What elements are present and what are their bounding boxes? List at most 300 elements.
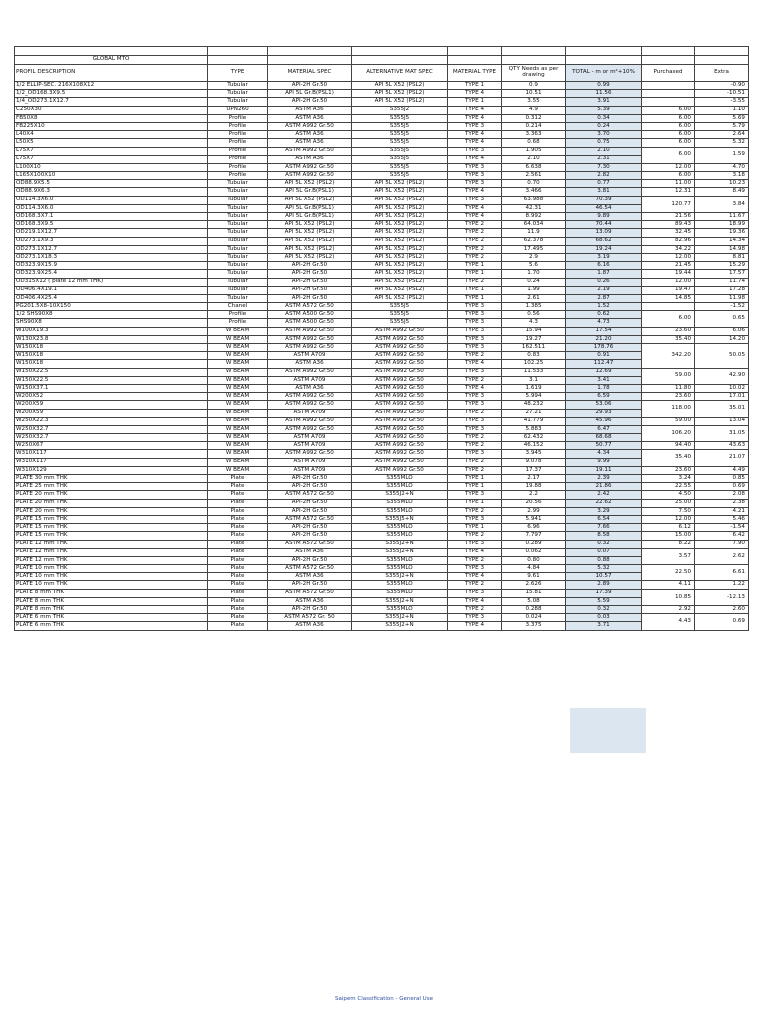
table-row: [15, 434, 749, 442]
cell-purchased: [642, 303, 695, 311]
cell-extra: 8.49: [695, 188, 749, 196]
table-row: [15, 294, 749, 302]
header-material-type: MATERIAL TYPE: [448, 65, 502, 82]
cell-material-spec: ASTM A992 Gr.50: [268, 425, 352, 433]
cell-total: 2.19: [566, 286, 642, 294]
cell-qty: 2.99: [502, 507, 566, 515]
cell-extra: 5.69: [695, 114, 749, 122]
cell-profil-description: PLATE 20 mm THK: [15, 499, 208, 507]
cell-purchased: [642, 82, 695, 90]
cell-extra: 2.64: [695, 131, 749, 139]
header-qty: QTY Needs as per drawing: [502, 65, 566, 82]
cell-total: 19.24: [566, 245, 642, 253]
table-row: [15, 499, 749, 507]
cell-material-type: TYPE 4: [448, 106, 502, 114]
cell-type: Plate: [208, 499, 268, 507]
table-row: [15, 409, 749, 417]
header-extra: Extra: [695, 65, 749, 82]
cell-extra: 0.69: [695, 483, 749, 491]
table-row: [15, 131, 749, 139]
header-row: [15, 65, 749, 82]
cell-total: 22.62: [566, 499, 642, 507]
cell-profil-description: 1/2 SHS90X8: [15, 311, 208, 319]
cell-extra: -3.55: [695, 98, 749, 106]
cell-purchased: 4.43: [642, 614, 695, 630]
table-row: [15, 581, 749, 589]
cell-purchased: 34.22: [642, 245, 695, 253]
cell-type: W BEAM: [208, 384, 268, 392]
cell-qty: 5.6: [502, 262, 566, 270]
table-row: [15, 532, 749, 540]
cell-extra: 3.84: [695, 196, 749, 212]
cell-profil-description: FB50X8: [15, 114, 208, 122]
cell-alt-mat-spec: API 5L X52 (PSL2): [352, 213, 448, 221]
cell-alt-mat-spec: S355MLO: [352, 483, 448, 491]
table-row: [15, 180, 749, 188]
table-row: [15, 229, 749, 237]
cell-qty: 62.378: [502, 237, 566, 245]
cell-type: Tubular: [208, 245, 268, 253]
cell-material-type: TYPE 2: [448, 507, 502, 515]
cell-material-spec: ASTM A572 Gr.50: [268, 565, 352, 573]
table-row: [15, 384, 749, 392]
cell-type: Plate: [208, 524, 268, 532]
cell-profil-description: OD88.9X5.5: [15, 180, 208, 188]
header-material-spec: MATERIAL SPEC: [268, 65, 352, 82]
cell-qty: 7.797: [502, 532, 566, 540]
cell-material-spec: ASTM A709: [268, 434, 352, 442]
cell-profil-description: PLATE 8 mm THK: [15, 589, 208, 597]
cell-profil-description: PLATE 15 mm THK: [15, 532, 208, 540]
cell-material-type: TYPE 4: [448, 597, 502, 605]
cell-extra: 2.38: [695, 499, 749, 507]
cell-purchased: 21.45: [642, 262, 695, 270]
cell-qty: 0.289: [502, 540, 566, 548]
cell-alt-mat-spec: S355J5: [352, 114, 448, 122]
cell-type: Profile: [208, 122, 268, 130]
cell-total: 10.57: [566, 573, 642, 581]
cell-extra: 35.01: [695, 401, 749, 417]
cell-material-spec: API-2H Gr.50: [268, 278, 352, 286]
cell-profil-description: L40X4: [15, 131, 208, 139]
table-row: [15, 335, 749, 343]
cell-alt-mat-spec: ASTM A992 Gr.50: [352, 458, 448, 466]
cell-qty: 27.21: [502, 409, 566, 417]
table-row: [15, 466, 749, 474]
cell-qty: 3.1: [502, 376, 566, 384]
cell-purchased: 6.00: [642, 147, 695, 163]
cell-total: 0.26: [566, 278, 642, 286]
cell-type: Tubular: [208, 213, 268, 221]
cell-profil-description: PLATE 10 mm THK: [15, 565, 208, 573]
cell-total: 0.62: [566, 311, 642, 319]
cell-purchased: 32.45: [642, 229, 695, 237]
cell-extra: -0.90: [695, 82, 749, 90]
cell-profil-description: OD406.4X19.1: [15, 286, 208, 294]
cell-extra: 2.62: [695, 548, 749, 564]
global-mto-table: [14, 46, 749, 631]
cell-purchased: 106.20: [642, 425, 695, 441]
cell-extra: 31.05: [695, 425, 749, 441]
cell-alt-mat-spec: ASTM A992 Gr.50: [352, 384, 448, 392]
cell-qty: 9.078: [502, 458, 566, 466]
cell-material-type: TYPE 3: [448, 589, 502, 597]
cell-material-type: TYPE 1: [448, 262, 502, 270]
cell-type: Profile: [208, 139, 268, 147]
table-title: GLOBAL MTO: [15, 56, 208, 65]
cell-material-spec: API 5L Gr.B(PSL1): [268, 188, 352, 196]
cell-total: 45.96: [566, 417, 642, 425]
cell-purchased: 22.50: [642, 565, 695, 581]
cell-profil-description: W150X22.5: [15, 368, 208, 376]
cell-material-spec: ASTM A992 Gr.50: [268, 122, 352, 130]
cell-profil-description: W200X59: [15, 401, 208, 409]
cell-total: 4.34: [566, 450, 642, 458]
cell-alt-mat-spec: API 5L X52 (PSL2): [352, 278, 448, 286]
cell-purchased: 12.00: [642, 163, 695, 171]
cell-material-type: TYPE 3: [448, 196, 502, 204]
cell-alt-mat-spec: API 5L X52 (PSL2): [352, 253, 448, 261]
table-row: [15, 573, 749, 581]
cell-total: 2.87: [566, 294, 642, 302]
cell-material-type: TYPE 2: [448, 466, 502, 474]
cell-extra: 19.36: [695, 229, 749, 237]
cell-total: 21.86: [566, 483, 642, 491]
total-column-fill: [570, 708, 646, 753]
cell-material-type: TYPE 4: [448, 155, 502, 163]
cell-extra: 14.20: [695, 335, 749, 343]
cell-type: Tubular: [208, 294, 268, 302]
cell-alt-mat-spec: S355J2+N: [352, 540, 448, 548]
cell-qty: 17.495: [502, 245, 566, 253]
cell-total: 1.87: [566, 270, 642, 278]
table-row: [15, 442, 749, 450]
cell-material-type: TYPE 3: [448, 540, 502, 548]
cell-qty: 4.3: [502, 319, 566, 327]
cell-alt-mat-spec: S355MLO: [352, 565, 448, 573]
cell-qty: 0.80: [502, 556, 566, 564]
cell-profil-description: W310X117: [15, 450, 208, 458]
cell-profil-description: OD273.1X12.7: [15, 245, 208, 253]
cell-material-spec: ASTM A36: [268, 622, 352, 630]
cell-total: 68.68: [566, 434, 642, 442]
cell-material-type: TYPE 2: [448, 434, 502, 442]
cell-type: Plate: [208, 483, 268, 491]
cell-total: 178.76: [566, 344, 642, 352]
cell-type: W BEAM: [208, 401, 268, 409]
cell-purchased: 12.00: [642, 278, 695, 286]
table-row: [15, 622, 749, 630]
cell-total: 0.32: [566, 606, 642, 614]
cell-material-spec: ASTM A500 Gr.50: [268, 311, 352, 319]
cell-extra: 18.99: [695, 221, 749, 229]
cell-qty: 15.81: [502, 589, 566, 597]
cell-material-type: TYPE 2: [448, 245, 502, 253]
cell-extra: 15.29: [695, 262, 749, 270]
cell-material-spec: ASTM A709: [268, 409, 352, 417]
cell-material-spec: ASTM A992 Gr.50: [268, 393, 352, 401]
table-row: [15, 245, 749, 253]
cell-purchased: [642, 98, 695, 106]
cell-material-type: TYPE 3: [448, 180, 502, 188]
cell-profil-description: OD88.9X6.3: [15, 188, 208, 196]
cell-material-spec: API-2H Gr.50: [268, 286, 352, 294]
cell-qty: 3.375: [502, 622, 566, 630]
cell-extra: 0.85: [695, 475, 749, 483]
cell-profil-description: OD168.3X9.5: [15, 221, 208, 229]
cell-profil-description: PLATE 10 mm THK: [15, 573, 208, 581]
table-row: [15, 450, 749, 458]
cell-material-spec: ASTM A36: [268, 597, 352, 605]
cell-material-spec: ASTM A992 Gr.50: [268, 147, 352, 155]
cell-material-spec: API-2H Gr.50: [268, 532, 352, 540]
cell-material-spec: ASTM A500 Gr.50: [268, 319, 352, 327]
cell-type: Plate: [208, 540, 268, 548]
cell-total: 70.44: [566, 221, 642, 229]
cell-qty: 4.9: [502, 106, 566, 114]
table-row: [15, 327, 749, 335]
table-row: [15, 458, 749, 466]
cell-type: Plate: [208, 548, 268, 556]
cell-extra: 0.65: [695, 311, 749, 327]
cell-material-type: TYPE 4: [448, 548, 502, 556]
cell-profil-description: OD273.1X9.3: [15, 237, 208, 245]
cell-qty: 48.232: [502, 401, 566, 409]
cell-extra: 7.90: [695, 540, 749, 548]
cell-material-spec: API 5L Gr.B(PSL1): [268, 90, 352, 98]
cell-material-type: TYPE 2: [448, 237, 502, 245]
cell-total: 5.39: [566, 106, 642, 114]
cell-extra: 2.60: [695, 606, 749, 614]
cell-alt-mat-spec: ASTM A992 Gr.50: [352, 376, 448, 384]
table-row: [15, 311, 749, 319]
cell-profil-description: L100X10: [15, 163, 208, 171]
cell-purchased: 89.43: [642, 221, 695, 229]
cell-qty: 102.25: [502, 360, 566, 368]
cell-qty: 0.312: [502, 114, 566, 122]
cell-type: Tubular: [208, 286, 268, 294]
cell-extra: 14.98: [695, 245, 749, 253]
cell-alt-mat-spec: S355MLO: [352, 589, 448, 597]
cell-alt-mat-spec: ASTM A992 Gr.50: [352, 425, 448, 433]
cell-total: 3.41: [566, 376, 642, 384]
cell-qty: 2.10: [502, 155, 566, 163]
cell-total: 6.47: [566, 425, 642, 433]
cell-material-spec: API-2H Gr.50: [268, 270, 352, 278]
cell-alt-mat-spec: S355MLO: [352, 499, 448, 507]
cell-extra: 13.04: [695, 417, 749, 425]
cell-purchased: 21.56: [642, 213, 695, 221]
table-row: [15, 425, 749, 433]
cell-material-spec: API-2H Gr.50: [268, 524, 352, 532]
cell-total: 4.73: [566, 319, 642, 327]
cell-profil-description: PLATE 12 mm THK: [15, 556, 208, 564]
cell-extra: 14.34: [695, 237, 749, 245]
header-profil-description: PROFIL DESCRIPTION: [15, 65, 208, 82]
cell-type: Tubular: [208, 262, 268, 270]
cell-profil-description: FB225X10: [15, 122, 208, 130]
cell-total: 11.56: [566, 90, 642, 98]
cell-material-type: TYPE 2: [448, 442, 502, 450]
cell-type: Profile: [208, 147, 268, 155]
cell-profil-description: PLATE 12 mm THK: [15, 540, 208, 548]
cell-qty: 2.2: [502, 491, 566, 499]
cell-purchased: 6.00: [642, 122, 695, 130]
cell-type: W BEAM: [208, 368, 268, 376]
cell-type: W BEAM: [208, 434, 268, 442]
cell-profil-description: OD315X12 ( plate 12 mm THK): [15, 278, 208, 286]
cell-profil-description: OD406.4X25.4: [15, 294, 208, 302]
cell-total: 3.70: [566, 131, 642, 139]
cell-alt-mat-spec: S355J2+N: [352, 573, 448, 581]
cell-qty: 1.99: [502, 286, 566, 294]
cell-type: Profile: [208, 172, 268, 180]
cell-material-spec: API-2H Gr.50: [268, 262, 352, 270]
cell-type: Tubular: [208, 237, 268, 245]
table-row: [15, 606, 749, 614]
cell-material-spec: ASTM A36: [268, 548, 352, 556]
cell-type: Plate: [208, 532, 268, 540]
table-row: [15, 393, 749, 401]
cell-purchased: 23.60: [642, 327, 695, 335]
cell-qty: 2.9: [502, 253, 566, 261]
cell-material-type: TYPE 3: [448, 614, 502, 622]
cell-type: Plate: [208, 507, 268, 515]
cell-profil-description: L165X100X10: [15, 172, 208, 180]
cell-alt-mat-spec: S355MLO: [352, 475, 448, 483]
cell-material-spec: API-2H Gr.50: [268, 581, 352, 589]
cell-profil-description: OD168.3X7.1: [15, 213, 208, 221]
cell-material-type: TYPE 4: [448, 622, 502, 630]
cell-material-type: TYPE 4: [448, 384, 502, 392]
cell-material-type: TYPE 3: [448, 122, 502, 130]
table-row: [15, 262, 749, 270]
cell-profil-description: PLATE 15 mm THK: [15, 515, 208, 523]
cell-alt-mat-spec: API 5L X52 (PSL2): [352, 82, 448, 90]
cell-purchased: 23.60: [642, 466, 695, 474]
cell-material-spec: ASTM A36: [268, 131, 352, 139]
cell-material-type: TYPE 1: [448, 499, 502, 507]
cell-extra: 50.05: [695, 344, 749, 369]
cell-profil-description: PG201.5X8-10X150: [15, 303, 208, 311]
cell-material-spec: ASTM A572 Gr.50: [268, 303, 352, 311]
cell-material-type: TYPE 3: [448, 393, 502, 401]
cell-alt-mat-spec: S355J5: [352, 319, 448, 327]
cell-alt-mat-spec: ASTM A992 Gr.50: [352, 442, 448, 450]
cell-purchased: 12.00: [642, 515, 695, 523]
cell-alt-mat-spec: S355J2+N: [352, 614, 448, 622]
cell-qty: 17.37: [502, 466, 566, 474]
cell-material-type: TYPE 3: [448, 344, 502, 352]
cell-type: Profile: [208, 155, 268, 163]
cell-alt-mat-spec: S355J2+N: [352, 491, 448, 499]
cell-alt-mat-spec: API 5L X52 (PSL2): [352, 98, 448, 106]
cell-alt-mat-spec: ASTM A992 Gr.50: [352, 344, 448, 352]
cell-total: 68.62: [566, 237, 642, 245]
cell-profil-description: W100X19.3: [15, 327, 208, 335]
cell-alt-mat-spec: S355MLO: [352, 606, 448, 614]
cell-material-type: TYPE 3: [448, 163, 502, 171]
table-row: [15, 204, 749, 212]
cell-qty: 4.84: [502, 565, 566, 573]
cell-alt-mat-spec: ASTM A992 Gr.50: [352, 450, 448, 458]
cell-profil-description: PLATE 10 mm THK: [15, 581, 208, 589]
cell-qty: 8.992: [502, 213, 566, 221]
cell-material-type: TYPE 4: [448, 360, 502, 368]
cell-alt-mat-spec: ASTM A992 Gr.50: [352, 434, 448, 442]
cell-material-spec: API-2H Gr.50: [268, 294, 352, 302]
cell-type: W BEAM: [208, 335, 268, 343]
cell-material-spec: ASTM A36: [268, 155, 352, 163]
table-row: [15, 401, 749, 409]
table-row: [15, 98, 749, 106]
cell-type: Tubular: [208, 229, 268, 237]
cell-extra: -1.52: [695, 303, 749, 311]
cell-profil-description: OD323.9X15.9: [15, 262, 208, 270]
table-row: [15, 106, 749, 114]
cell-total: 1.52: [566, 303, 642, 311]
cell-qty: 3.466: [502, 188, 566, 196]
cell-material-type: TYPE 4: [448, 188, 502, 196]
cell-qty: 2.561: [502, 172, 566, 180]
cell-total: 12.69: [566, 368, 642, 376]
cell-purchased: 14.85: [642, 294, 695, 302]
cell-extra: 6.42: [695, 532, 749, 540]
cell-alt-mat-spec: S355MLO: [352, 532, 448, 540]
cell-purchased: 3.57: [642, 548, 695, 564]
cell-profil-description: W150X37.1: [15, 384, 208, 392]
table-row: [15, 213, 749, 221]
cell-extra: 21.07: [695, 450, 749, 466]
cell-type: Plate: [208, 475, 268, 483]
cell-extra: 1.10: [695, 106, 749, 114]
cell-material-spec: API 5L X52 (PSL2): [268, 253, 352, 261]
cell-profil-description: W250X22.3: [15, 417, 208, 425]
cell-material-type: TYPE 3: [448, 450, 502, 458]
cell-qty: 6.638: [502, 163, 566, 171]
cell-material-type: TYPE 2: [448, 532, 502, 540]
cell-alt-mat-spec: API 5L X52 (PSL2): [352, 286, 448, 294]
cell-purchased: 8.22: [642, 540, 695, 548]
cell-total: 3.19: [566, 253, 642, 261]
cell-alt-mat-spec: S355J5: [352, 131, 448, 139]
table-row: [15, 82, 749, 90]
cell-purchased: 15.00: [642, 532, 695, 540]
cell-material-type: TYPE 2: [448, 352, 502, 360]
cell-extra: 1.22: [695, 581, 749, 589]
cell-profil-description: OD219.1X12.7: [15, 229, 208, 237]
cell-profil-description: W310X129: [15, 466, 208, 474]
cell-total: 0.99: [566, 82, 642, 90]
cell-alt-mat-spec: S355J2+N: [352, 597, 448, 605]
cell-alt-mat-spec: S355J2+N: [352, 622, 448, 630]
cell-purchased: 25.00: [642, 499, 695, 507]
cell-material-type: TYPE 1: [448, 524, 502, 532]
cell-extra: 10.02: [695, 384, 749, 392]
cell-material-type: TYPE 3: [448, 417, 502, 425]
cell-alt-mat-spec: API 5L X52 (PSL2): [352, 188, 448, 196]
cell-total: 2.39: [566, 475, 642, 483]
cell-material-type: TYPE 3: [448, 491, 502, 499]
cell-total: 0.77: [566, 180, 642, 188]
cell-material-spec: API 5L X52 (PSL2): [268, 221, 352, 229]
cell-qty: 3.55: [502, 98, 566, 106]
cell-profil-description: PLATE 15 mm THK: [15, 524, 208, 532]
cell-material-type: TYPE 2: [448, 556, 502, 564]
cell-material-type: TYPE 1: [448, 82, 502, 90]
cell-material-type: TYPE 2: [448, 409, 502, 417]
cell-qty: 2.626: [502, 581, 566, 589]
